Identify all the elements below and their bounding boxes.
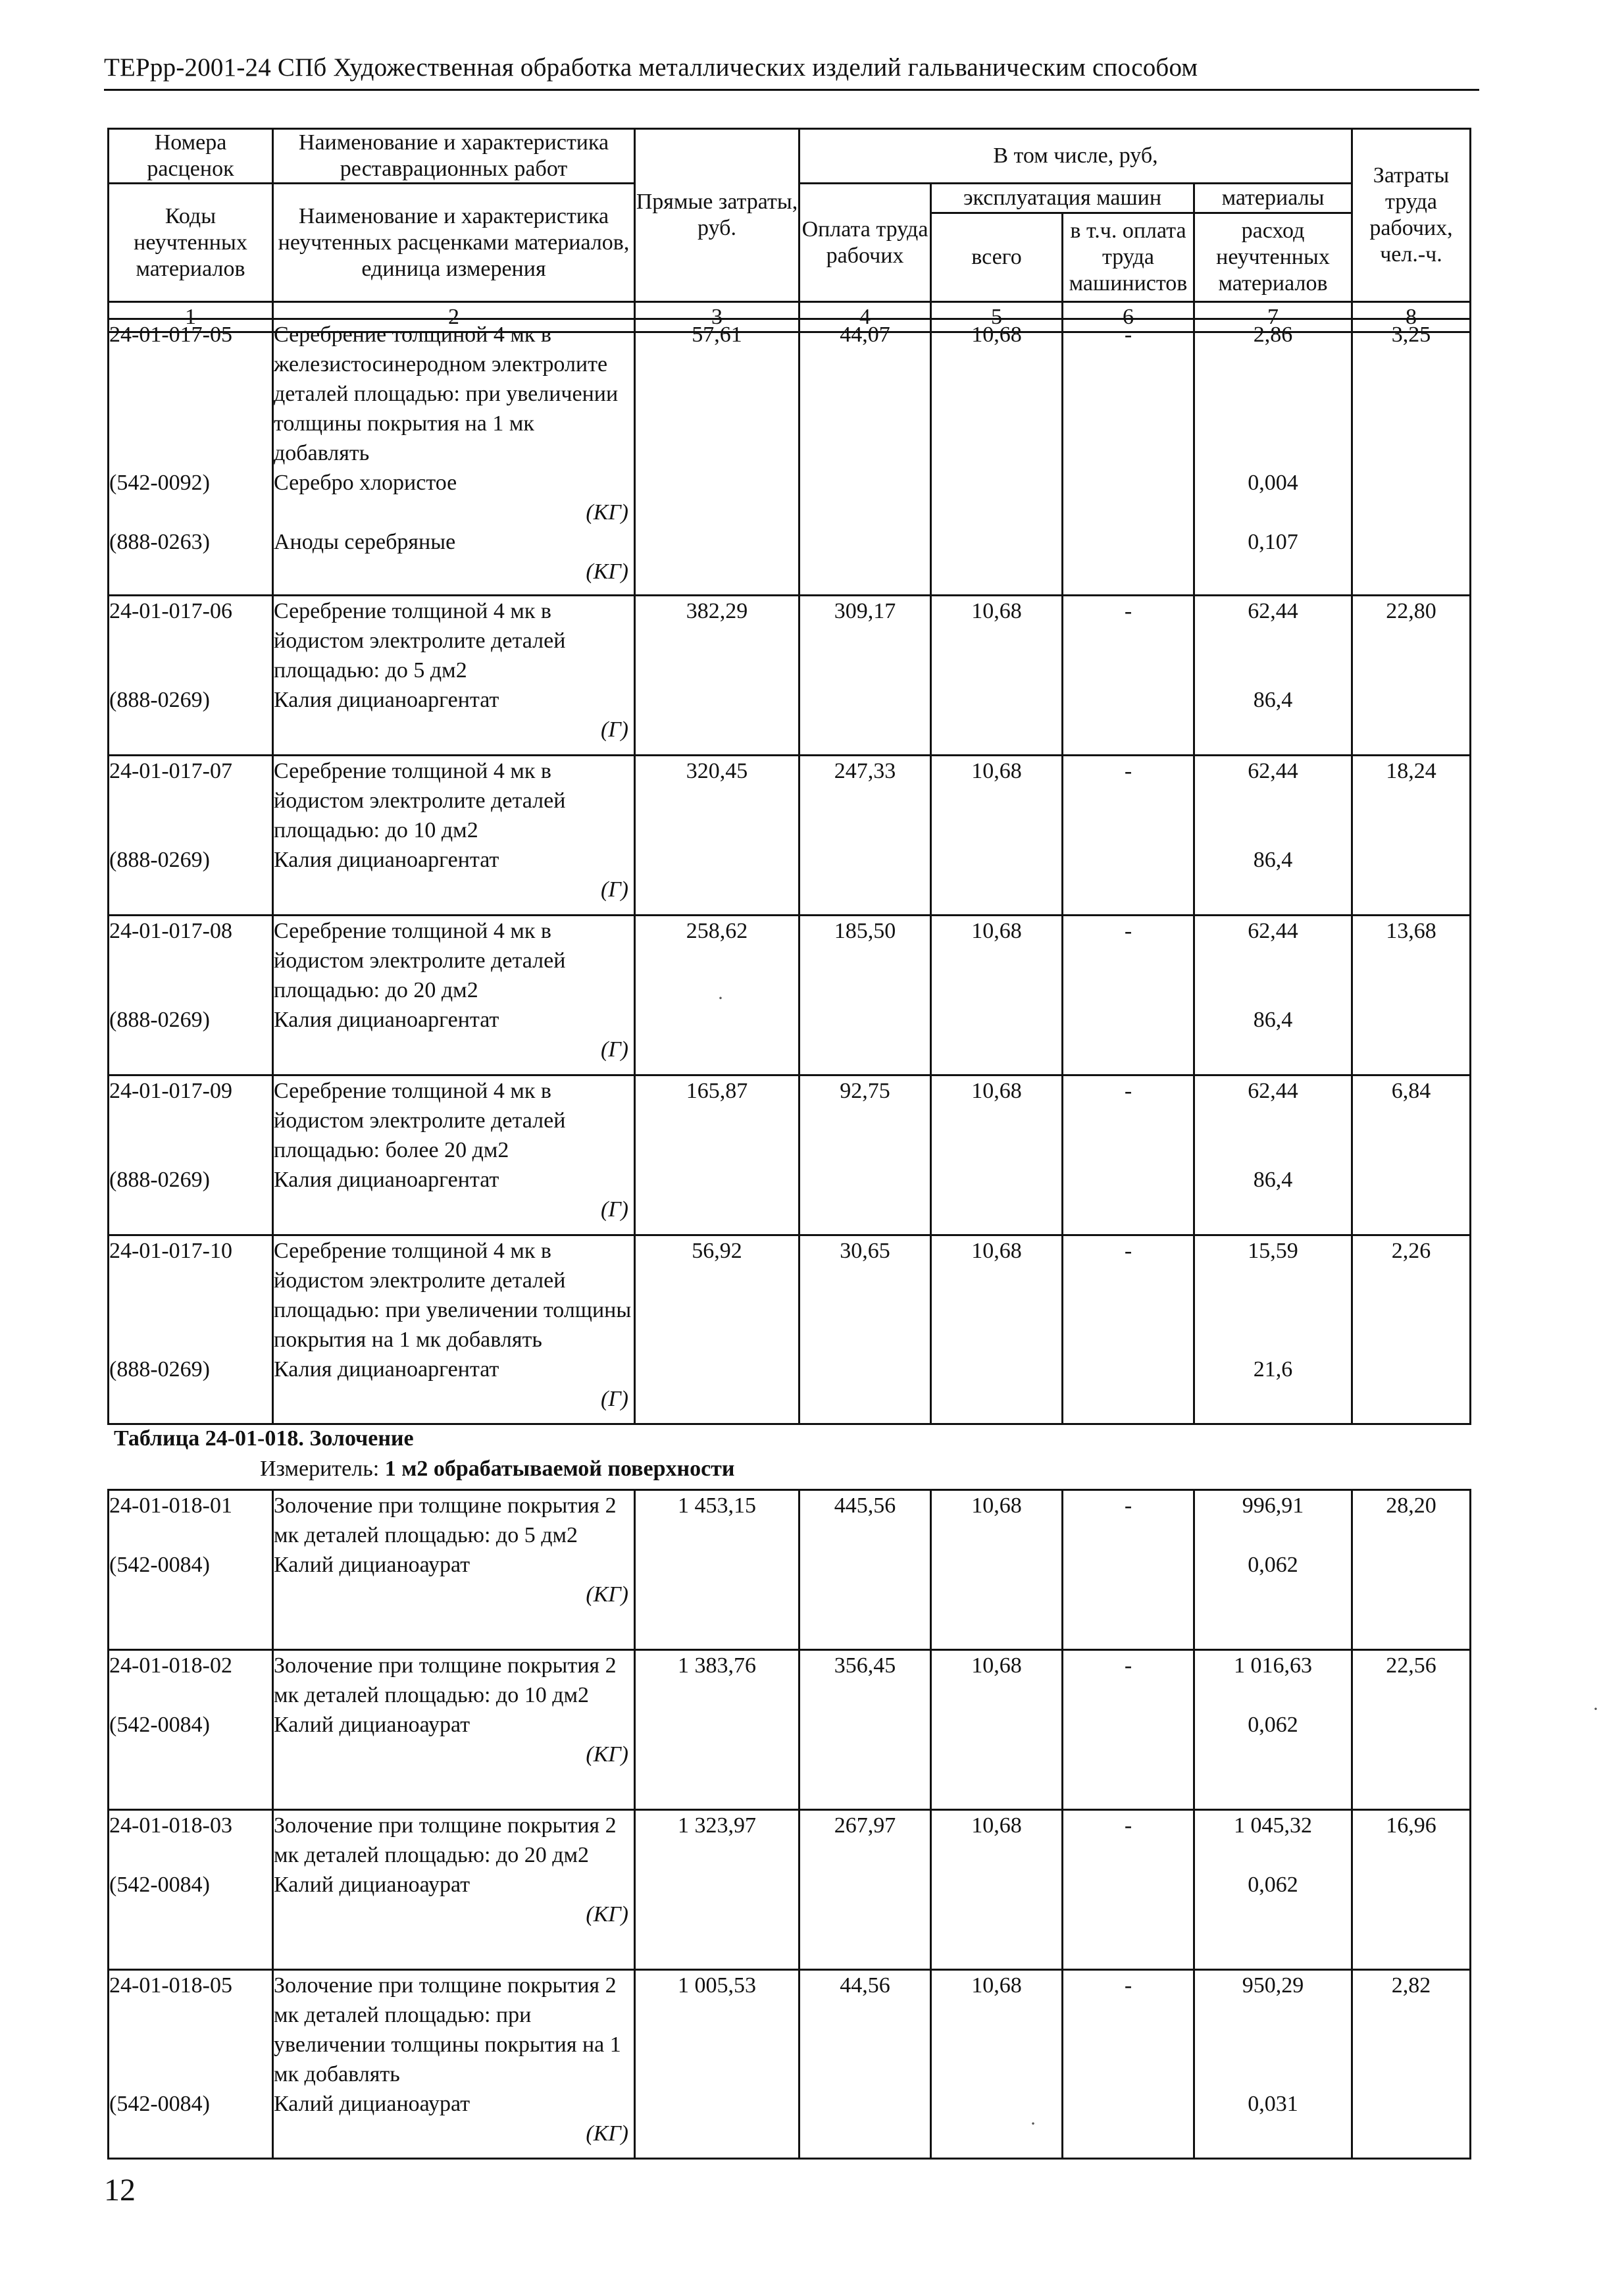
table-18-measure	[260, 1457, 734, 1482]
work-description-cell	[273, 1075, 635, 1235]
desc-spacer	[1195, 2000, 1351, 2089]
value-machines: 10,68	[931, 1650, 1063, 1810]
table-row	[109, 1075, 1471, 1235]
value-machinists: -	[1063, 1810, 1194, 1970]
material-name: Калия дицианоаргентат	[274, 688, 499, 712]
value-machines: 10,68	[931, 916, 1063, 1075]
material-code: (888-0269)	[109, 1168, 210, 1192]
material-name: Калий дицианоаурат	[274, 1553, 470, 1577]
materials-cell	[1194, 1075, 1352, 1235]
table-row	[109, 1490, 1471, 1650]
material-entry	[274, 685, 634, 744]
value-labor: 92,75	[799, 1075, 931, 1235]
header-col-number: 5	[931, 302, 1063, 332]
material-unit: (КГ)	[586, 559, 628, 584]
value-materials: 62,44	[1248, 919, 1298, 943]
material-name: Калий дицианоаурат	[274, 1873, 470, 1897]
work-description-cell	[273, 1970, 635, 2159]
material-code: (542-0084)	[109, 1553, 210, 1577]
scan-speck: ·	[717, 987, 724, 1009]
value-labor: 247,33	[799, 756, 931, 916]
value-machinists: -	[1063, 1235, 1194, 1424]
desc-spacer	[1195, 946, 1351, 1005]
value-direct: 382,29	[635, 596, 799, 756]
value-materials: 62,44	[1248, 599, 1298, 623]
rate-code: 24-01-017-05	[109, 323, 232, 347]
material-code: (888-0269)	[109, 1008, 210, 1032]
material-qty: 86,4	[1253, 848, 1293, 872]
value-materials: 1 016,63	[1234, 1653, 1312, 1678]
value-labor-hours: 6,84	[1352, 1075, 1471, 1235]
header-machinists-pay: в т.ч. оплата труда машинистов	[1063, 213, 1194, 302]
material-name: Аноды серебряные	[274, 530, 456, 554]
header-machines: эксплуатация машин	[931, 184, 1194, 213]
material-unit: (КГ)	[586, 1582, 628, 1607]
desc-spacer	[109, 946, 272, 1005]
value-machines: 10,68	[931, 1970, 1063, 2159]
material-code: (542-0084)	[109, 1713, 210, 1737]
value-machines: 10,68	[931, 756, 1063, 916]
desc-spacer	[109, 1106, 272, 1165]
material-qty: 86,4	[1253, 1008, 1293, 1032]
header-col-number: 7	[1194, 302, 1352, 332]
material-unit: (Г)	[601, 1037, 628, 1062]
work-description-cell	[273, 1490, 635, 1650]
rate-code: 24-01-017-08	[109, 919, 232, 943]
header-materials-consumption: расход неучтенных материалов	[1194, 213, 1352, 302]
value-materials: 996,91	[1242, 1493, 1304, 1518]
materials-cell	[1194, 1490, 1352, 1650]
material-entry	[274, 1710, 634, 1769]
header-labor-pay: Оплата труда рабочих	[799, 184, 931, 302]
material-name: Калия дицианоаргентат	[274, 1008, 499, 1032]
materials-cell	[1194, 1650, 1352, 1810]
material-qty: 0,062	[1248, 1713, 1298, 1737]
desc-spacer	[109, 786, 272, 845]
value-materials: 62,44	[1248, 759, 1298, 783]
material-code: (542-0084)	[109, 2092, 210, 2116]
value-machinists: -	[1063, 319, 1194, 596]
header-labor-costs: Затраты труда рабочих, чел.-ч.	[1352, 129, 1471, 302]
header-col-number: 1	[109, 302, 273, 332]
value-machinists: -	[1063, 596, 1194, 756]
header-machines-total: всего	[931, 213, 1063, 302]
work-description: Золочение при толщине покрытия 2 мк деталей площадью: до 5 дм2	[274, 1493, 617, 1547]
rate-code-cell	[109, 1075, 273, 1235]
value-machinists: -	[1063, 916, 1194, 1075]
value-labor: 44,07	[799, 319, 931, 596]
material-code: (542-0092)	[109, 471, 210, 495]
table-row	[109, 756, 1471, 916]
work-description: Серебрение толщиной 4 мк в железистосинеродном электролите деталей площадью: при увеличении толщины покрытия на 1 мк добавлять	[274, 323, 619, 465]
value-direct: 258,62	[635, 916, 799, 1075]
material-qty: 0,062	[1248, 1553, 1298, 1577]
material-qty: 21,6	[1253, 1357, 1293, 1382]
material-name: Калия дицианоаргентат	[274, 848, 499, 872]
value-direct: 56,92	[635, 1235, 799, 1424]
material-unit: (Г)	[601, 717, 628, 742]
measure-label: Измеритель:	[260, 1457, 380, 1481]
material-entry	[274, 1355, 634, 1414]
desc-spacer	[109, 2000, 272, 2089]
material-qty: 0,107	[1248, 530, 1298, 554]
value-machinists: -	[1063, 1650, 1194, 1810]
work-description: Серебрение толщиной 4 мк в йодистом электролите деталей площадью: до 5 дм2	[274, 599, 566, 683]
material-entry	[274, 1165, 634, 1224]
value-machinists: -	[1063, 1075, 1194, 1235]
value-machines: 10,68	[931, 319, 1063, 596]
work-description-cell	[273, 319, 635, 596]
header-direct-costs: Прямые затраты, руб.	[635, 129, 799, 302]
material-code: (888-0269)	[109, 848, 210, 872]
material-code: (888-0269)	[109, 1357, 210, 1382]
material-unit: (КГ)	[586, 1902, 628, 1927]
material-entry	[274, 2089, 634, 2148]
table-gilding	[107, 1489, 1471, 2160]
rate-code-cell	[109, 1810, 273, 1970]
material-name: Калий дицианоаурат	[274, 1713, 470, 1737]
rate-code: 24-01-018-05	[109, 1973, 232, 1998]
title-rule	[104, 89, 1479, 91]
desc-spacer	[1195, 1266, 1351, 1355]
work-description-cell	[273, 1810, 635, 1970]
material-unit: (КГ)	[586, 500, 628, 525]
materials-cell	[1194, 1970, 1352, 2159]
value-materials: 62,44	[1248, 1079, 1298, 1103]
material-qty: 0,031	[1248, 2092, 1298, 2116]
table-row	[109, 1810, 1471, 1970]
page-title: ТЕРрр-2001-24 СПб Художественная обработка металлических изделий гальваническим способом	[104, 53, 1198, 82]
table-row	[109, 916, 1471, 1075]
work-description-cell	[273, 756, 635, 916]
value-labor-hours: 16,96	[1352, 1810, 1471, 1970]
value-machines: 10,68	[931, 596, 1063, 756]
desc-spacer	[1195, 1840, 1351, 1870]
material-name: Серебро хлористое	[274, 471, 457, 495]
header-col-number: 2	[273, 302, 635, 332]
material-name: Калий дицианоаурат	[274, 2092, 470, 2116]
value-machines: 10,68	[931, 1810, 1063, 1970]
table-row	[109, 1650, 1471, 1810]
desc-spacer	[109, 1266, 272, 1355]
materials-cell	[1194, 596, 1352, 756]
rate-code: 24-01-017-07	[109, 759, 232, 783]
material-entry	[274, 1870, 634, 1929]
value-labor-hours: 18,24	[1352, 756, 1471, 916]
material-unit: (Г)	[601, 877, 628, 902]
desc-spacer	[1195, 1680, 1351, 1710]
desc-spacer	[1195, 349, 1351, 468]
rate-code: 24-01-017-06	[109, 599, 232, 623]
material-entry	[274, 468, 634, 527]
work-description: Серебрение толщиной 4 мк в йодистом электролите деталей площадью: более 20 дм2	[274, 1079, 566, 1162]
desc-spacer	[109, 349, 272, 468]
value-machinists: -	[1063, 756, 1194, 916]
header-col-number: 4	[799, 302, 931, 332]
rate-code-cell	[109, 1490, 273, 1650]
value-machines: 10,68	[931, 1075, 1063, 1235]
header-material-name: Наименование и характеристика неучтенных расценками материалов, единица измерения	[273, 184, 635, 302]
value-machines: 10,68	[931, 1490, 1063, 1650]
rate-code-cell	[109, 1650, 273, 1810]
value-labor: 267,97	[799, 1810, 931, 1970]
table-header	[107, 128, 1471, 333]
material-code: (888-0263)	[109, 530, 210, 554]
page-number: 12	[104, 2173, 136, 2208]
value-labor: 445,56	[799, 1490, 931, 1650]
desc-spacer	[109, 1520, 272, 1550]
value-materials: 2,86	[1253, 323, 1293, 347]
value-materials: 1 045,32	[1234, 1813, 1312, 1838]
desc-spacer	[109, 1680, 272, 1710]
header-work-name: Наименование и характеристика реставрационных работ	[273, 129, 635, 184]
value-labor-hours: 2,26	[1352, 1235, 1471, 1424]
value-direct: 1 323,97	[635, 1810, 799, 1970]
value-direct: 57,61	[635, 319, 799, 596]
header-rates-numbers: Номера расценок	[109, 129, 273, 184]
value-machines: 10,68	[931, 1235, 1063, 1424]
rate-code: 24-01-017-09	[109, 1079, 232, 1103]
header-including: В том числе, руб,	[799, 129, 1352, 184]
rate-code-cell	[109, 1235, 273, 1424]
work-description-cell	[273, 916, 635, 1075]
table-row	[109, 596, 1471, 756]
value-machinists: -	[1063, 1490, 1194, 1650]
rate-code: 24-01-018-02	[109, 1653, 232, 1678]
materials-cell	[1194, 1810, 1352, 1970]
desc-spacer	[109, 1840, 272, 1870]
work-description-cell	[273, 596, 635, 756]
scan-speck: ·	[1592, 1698, 1599, 1720]
material-code: (542-0084)	[109, 1873, 210, 1897]
scan-speck: ·	[1030, 2113, 1036, 2135]
work-description: Серебрение толщиной 4 мк в йодистом электролите деталей площадью: при увеличении толщины покрытия на 1 мк добавлять	[274, 1239, 632, 1352]
value-direct: 165,87	[635, 1075, 799, 1235]
material-unit: (КГ)	[586, 1742, 628, 1767]
value-labor: 356,45	[799, 1650, 931, 1810]
table-row	[109, 319, 1471, 596]
material-unit: (Г)	[601, 1387, 628, 1411]
rate-code-cell	[109, 319, 273, 596]
value-direct: 1 005,53	[635, 1970, 799, 2159]
table-silvering	[107, 318, 1471, 1425]
value-direct: 1 453,15	[635, 1490, 799, 1650]
value-labor-hours: 22,80	[1352, 596, 1471, 756]
header-col-number: 8	[1352, 302, 1471, 332]
rate-code-cell	[109, 1970, 273, 2159]
material-qty: 86,4	[1253, 1168, 1293, 1192]
work-description: Золочение при толщине покрытия 2 мк деталей площадью: при увеличении толщины покрытия на 1 мк добавлять	[274, 1973, 621, 2086]
value-labor-hours: 13,68	[1352, 916, 1471, 1075]
desc-spacer	[109, 626, 272, 685]
materials-cell	[1194, 1235, 1352, 1424]
rate-code-cell	[109, 596, 273, 756]
value-direct: 1 383,76	[635, 1650, 799, 1810]
work-description-cell	[273, 1235, 635, 1424]
value-labor: 30,65	[799, 1235, 931, 1424]
work-description: Золочение при толщине покрытия 2 мк деталей площадью: до 20 дм2	[274, 1813, 617, 1867]
value-machinists: -	[1063, 1970, 1194, 2159]
rate-code: 24-01-017-10	[109, 1239, 232, 1263]
material-unit: (Г)	[601, 1197, 628, 1222]
header-col-number: 6	[1063, 302, 1194, 332]
work-description-cell	[273, 1650, 635, 1810]
header-col-number: 3	[635, 302, 799, 332]
desc-spacer	[1195, 786, 1351, 845]
material-qty: 0,062	[1248, 1873, 1298, 1897]
rate-code: 24-01-018-01	[109, 1493, 232, 1518]
measure-value: 1 м2 обрабатываемой поверхности	[384, 1457, 735, 1481]
desc-spacer	[1195, 626, 1351, 685]
table-row	[109, 1970, 1471, 2159]
work-description: Серебрение толщиной 4 мк в йодистом электролите деталей площадью: до 20 дм2	[274, 919, 566, 1002]
value-direct: 320,45	[635, 756, 799, 916]
material-unit: (КГ)	[586, 2121, 628, 2146]
value-materials: 950,29	[1242, 1973, 1304, 1998]
desc-spacer	[1195, 1520, 1351, 1550]
material-entry	[274, 1550, 634, 1609]
material-qty: 86,4	[1253, 688, 1293, 712]
header-materials: материалы	[1194, 184, 1352, 213]
materials-cell	[1194, 756, 1352, 916]
value-labor-hours: 2,82	[1352, 1970, 1471, 2159]
materials-cell	[1194, 916, 1352, 1075]
table-18-title: Таблица 24-01-018. Золочение	[114, 1426, 414, 1451]
work-description: Золочение при толщине покрытия 2 мк деталей площадью: до 10 дм2	[274, 1653, 617, 1707]
material-name: Калия дицианоаргентат	[274, 1168, 499, 1192]
material-entry	[274, 1005, 634, 1064]
materials-cell	[1194, 319, 1352, 596]
rate-code: 24-01-018-03	[109, 1813, 232, 1838]
rate-code-cell	[109, 756, 273, 916]
material-entry	[274, 845, 634, 904]
value-labor: 309,17	[799, 596, 931, 756]
value-labor-hours: 28,20	[1352, 1490, 1471, 1650]
work-description: Серебрение толщиной 4 мк в йодистом электролите деталей площадью: до 10 дм2	[274, 759, 566, 842]
material-entry	[274, 527, 634, 586]
material-name: Калия дицианоаргентат	[274, 1357, 499, 1382]
value-labor-hours: 3,25	[1352, 319, 1471, 596]
table-row	[109, 1235, 1471, 1424]
desc-spacer	[1195, 1106, 1351, 1165]
material-code: (888-0269)	[109, 688, 210, 712]
header-material-codes: Коды неучтенных материалов	[109, 184, 273, 302]
value-labor: 44,56	[799, 1970, 931, 2159]
rate-code-cell	[109, 916, 273, 1075]
value-labor: 185,50	[799, 916, 931, 1075]
value-materials: 15,59	[1248, 1239, 1298, 1263]
material-qty: 0,004	[1248, 471, 1298, 495]
value-labor-hours: 22,56	[1352, 1650, 1471, 1810]
